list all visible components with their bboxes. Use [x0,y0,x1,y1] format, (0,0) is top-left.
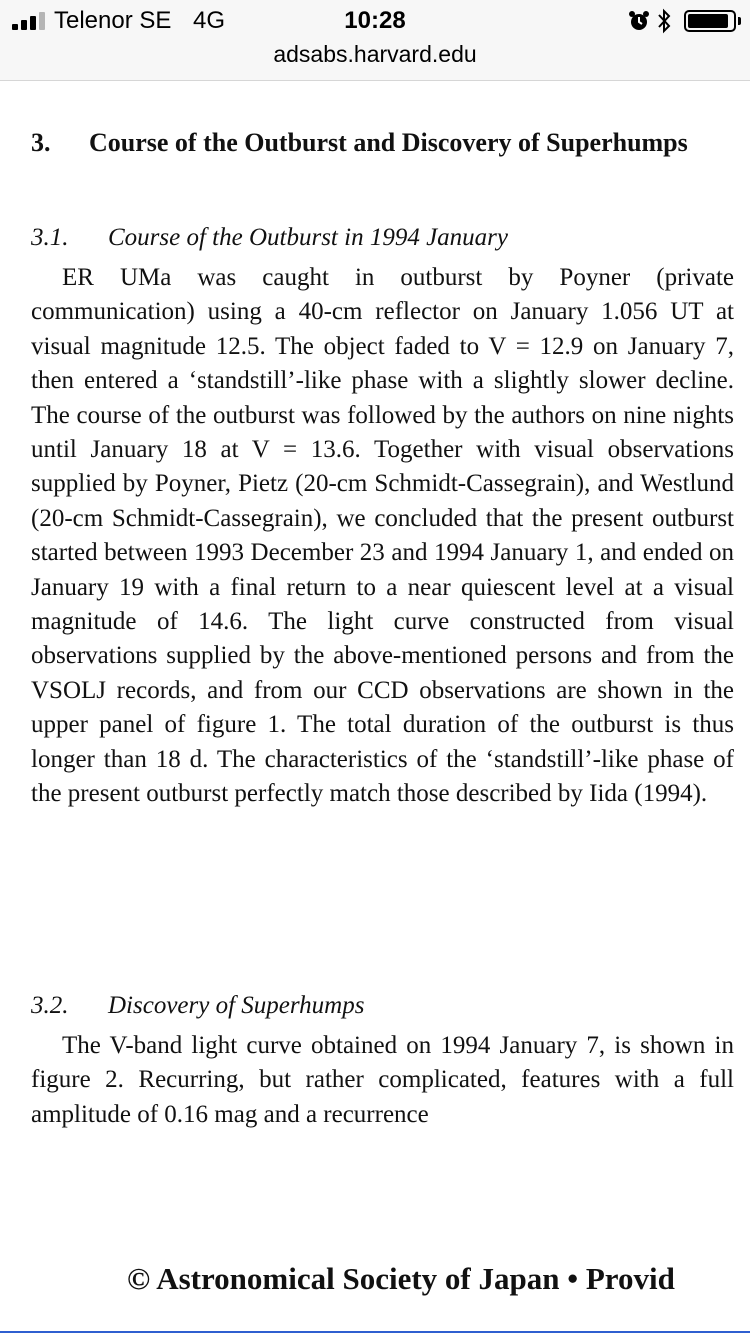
copyright-footer: © Astronomical Society of Japan • Provid [127,1261,675,1296]
bottom-divider [0,1331,750,1333]
address-bar-url[interactable]: adsabs.harvard.edu [273,41,477,67]
subsection-title: Discovery of Superhumps [108,992,365,1019]
subsection-number: 3.1. [31,224,69,251]
status-bar [0,0,750,81]
network-type: 4G [193,7,226,34]
paragraph: The V-band light curve obtained on 1994 January 7, is shown in figure 2. Recurring, but rather complicated, features with a full amplitude of 0.16 mag and a recurrence [31,1032,734,1128]
paragraph: ER UMa was caught in outburst by Poyner (private communication) using a 40-cm reflector on January 1.056 UT at visual magnitude 12.5. The object faded to V = 12.9 on January 7, then entered a ‘standstill’-like phase with a slightly slower decline. The course of the outburst was followed by the authors on nine nights until January 18 at V = 13.6. Together with visual observations supplied by Poyner, Pietz (20-cm Schmidt-Cassegrain), and Westlund (20-cm Schmidt-Cassegrain), we concluded that the present outburst started between 1993 December 23 and 1994 January 1, and ended on January 19 with a final return to a near quiescent level at a visual magnitude of 14.6. The light curve constructed from visual observations supplied by the above-mentioned persons and from the VSOLJ records, and from our CCD observations are shown in the upper panel of figure 1. The total duration of the outburst is thus longer than 18 d. The characteristics of the ‘standstill’-like phase of the present outburst perfectly match those described by Iida (1994). [31,264,734,808]
battery-cap [738,17,741,25]
subsection-heading [31,221,731,255]
subsection-title: Course of the Outburst in 1994 January [108,224,508,251]
section-number: 3. [31,128,51,157]
carrier-name: Telenor SE [54,7,172,34]
subsection-number: 3.2. [31,992,69,1019]
alarm-icon [628,10,650,32]
subsection-heading [31,989,731,1023]
battery-icon [684,10,736,32]
bluetooth-icon [656,8,672,34]
section-title: Course of the Outburst and Discovery of Superhumps [89,128,688,157]
clock: 10:28 [344,7,406,34]
